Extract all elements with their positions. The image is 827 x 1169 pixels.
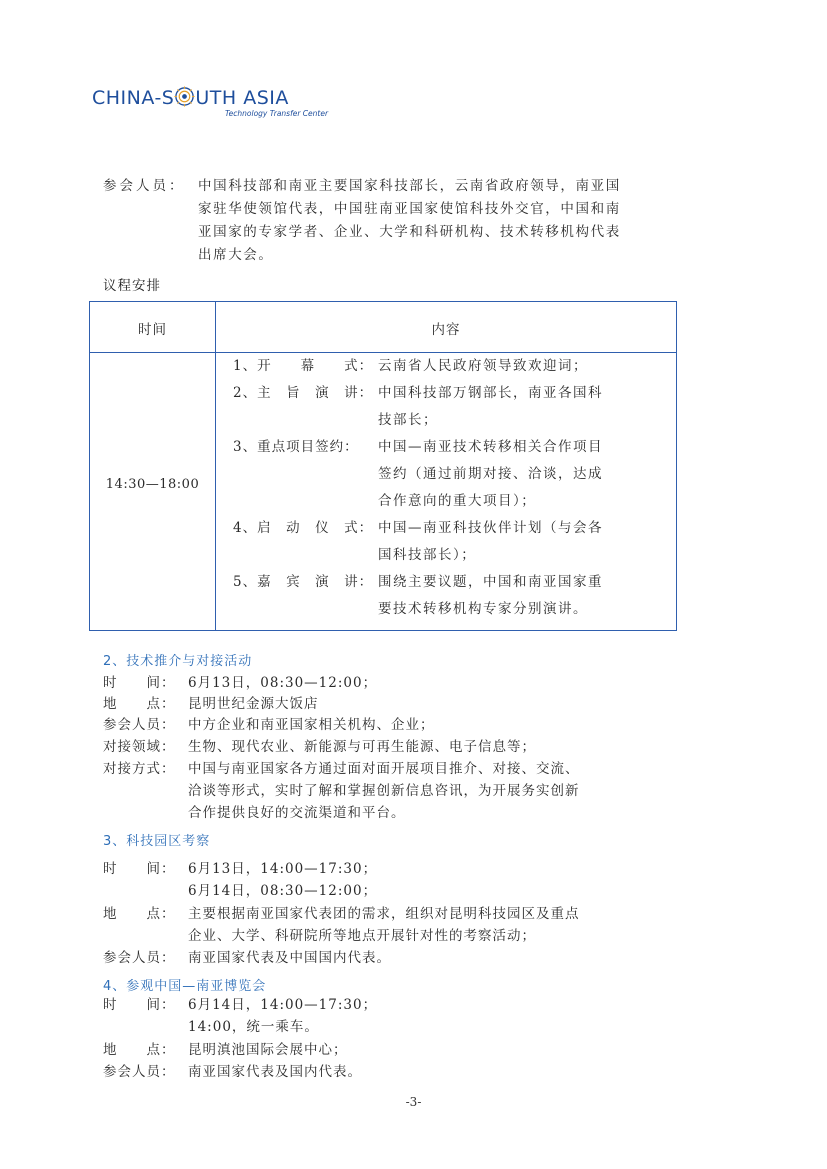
field-label: 时 间：	[103, 861, 176, 877]
page-number: -3-	[405, 1095, 422, 1109]
field-value: 生物、现代农业、新能源与可再生能源、电子信息等；	[188, 739, 536, 755]
logo-text-right: UTH ASIA	[195, 87, 289, 109]
agenda-item-text: 云南省人民政府领导致欢迎词；	[378, 358, 588, 374]
attendees-line: 亚国家的专家学者、企业、大学和科研机构、技术转移机构代表	[198, 224, 621, 240]
agenda-item-text: 中国科技部万钢部长，南亚各国科	[378, 385, 603, 401]
field-label: 时 间：	[103, 675, 176, 691]
field-value: 企业、大学、科研院所等地点开展针对性的考察活动；	[188, 928, 536, 944]
field-value: 合作提供良好的交流渠道和平台。	[188, 805, 406, 821]
field-value: 昆明世纪金源大饭店	[188, 696, 319, 712]
field-value: 6月13日，14:00—17:30；	[188, 861, 378, 877]
field-value: 6月13日，08:30—12:00；	[188, 675, 378, 691]
attendees-line: 中国科技部和南亚主要国家科技部长，云南省政府领导，南亚国	[198, 178, 621, 194]
field-value: 中国与南亚国家各方通过面对面开展项目推介、对接、交流、	[188, 761, 580, 777]
field-label: 地 点：	[103, 696, 176, 712]
field-label: 对接领域：	[103, 739, 176, 755]
logo	[92, 86, 352, 122]
agenda-heading: 议程安排	[103, 278, 161, 294]
attendees-line: 出席大会。	[198, 247, 274, 263]
field-value: 主要根据南亚国家代表团的需求，组织对昆明科技园区及重点	[188, 906, 580, 922]
agenda-time: 14:30—18:00	[105, 477, 200, 492]
field-value: 中方企业和南亚国家相关机构、企业；	[188, 717, 435, 733]
field-value: 洽谈等形式，实时了解和掌握创新信息咨讯，为开展务实创新	[188, 783, 580, 799]
section-heading: 4、参观中国—南亚博览会	[103, 979, 267, 994]
agenda-item-label: 4、启 动 仪 式：	[233, 520, 374, 536]
field-label: 对接方式：	[103, 761, 176, 777]
agenda-item-text: 签约（通过前期对接、洽谈，达成	[378, 466, 603, 482]
agenda-item-label: 3、重点项目签约：	[233, 439, 359, 455]
field-label: 参会人员：	[103, 950, 176, 966]
field-label: 参会人员：	[103, 717, 176, 733]
agenda-item-text: 技部长；	[378, 412, 438, 428]
logo-subtitle: Technology Transfer Center	[225, 109, 329, 118]
field-value: 南亚国家代表及国内代表。	[188, 1064, 362, 1080]
field-value: 6月14日，08:30—12:00；	[188, 883, 378, 899]
agenda-item-text: 要技术转移机构专家分别演讲。	[378, 601, 588, 617]
agenda-item-text: 国科技部长）；	[378, 547, 477, 563]
agenda-item-text: 中国—南亚技术转移相关合作项目	[378, 439, 603, 455]
logo-wordmark	[92, 86, 289, 110]
field-value: 14:00，统一乘车。	[188, 1019, 319, 1035]
table-divider	[90, 352, 676, 353]
agenda-item-text: 围绕主要议题，中国和南亚国家重	[378, 574, 603, 590]
agenda-item-text: 中国—南亚科技伙伴计划（与会各	[378, 520, 603, 536]
logo-text-left: CHINA-S	[92, 87, 175, 109]
field-label: 参会人员：	[103, 1064, 176, 1080]
logo-globe-icon	[174, 86, 195, 107]
section-heading: 3、科技园区考察	[103, 834, 211, 849]
table-header-time: 时间	[138, 322, 167, 338]
field-label: 地 点：	[103, 1042, 176, 1058]
agenda-item-label: 2、主 旨 演 讲：	[233, 385, 374, 401]
agenda-item-label: 5、嘉 宾 演 讲：	[233, 574, 374, 590]
agenda-item-label: 1、开 幕 式：	[233, 358, 374, 374]
agenda-item-text: 合作意向的重大项目）；	[378, 493, 537, 509]
attendees-line: 家驻华使领馆代表，中国驻南亚国家使馆科技外交官，中国和南	[198, 201, 621, 217]
field-value: 南亚国家代表及中国国内代表。	[188, 950, 391, 966]
field-label: 地 点：	[103, 906, 176, 922]
agenda-table	[89, 301, 677, 631]
table-header-content: 内容	[431, 322, 461, 338]
section-heading: 2、技术推介与对接活动	[103, 654, 253, 669]
field-value: 昆明滇池国际会展中心；	[188, 1042, 348, 1058]
field-value: 6月14日，14:00—17:30；	[188, 997, 378, 1013]
attendees-label: 参会人员：	[103, 178, 186, 194]
field-label: 时 间：	[103, 997, 176, 1013]
